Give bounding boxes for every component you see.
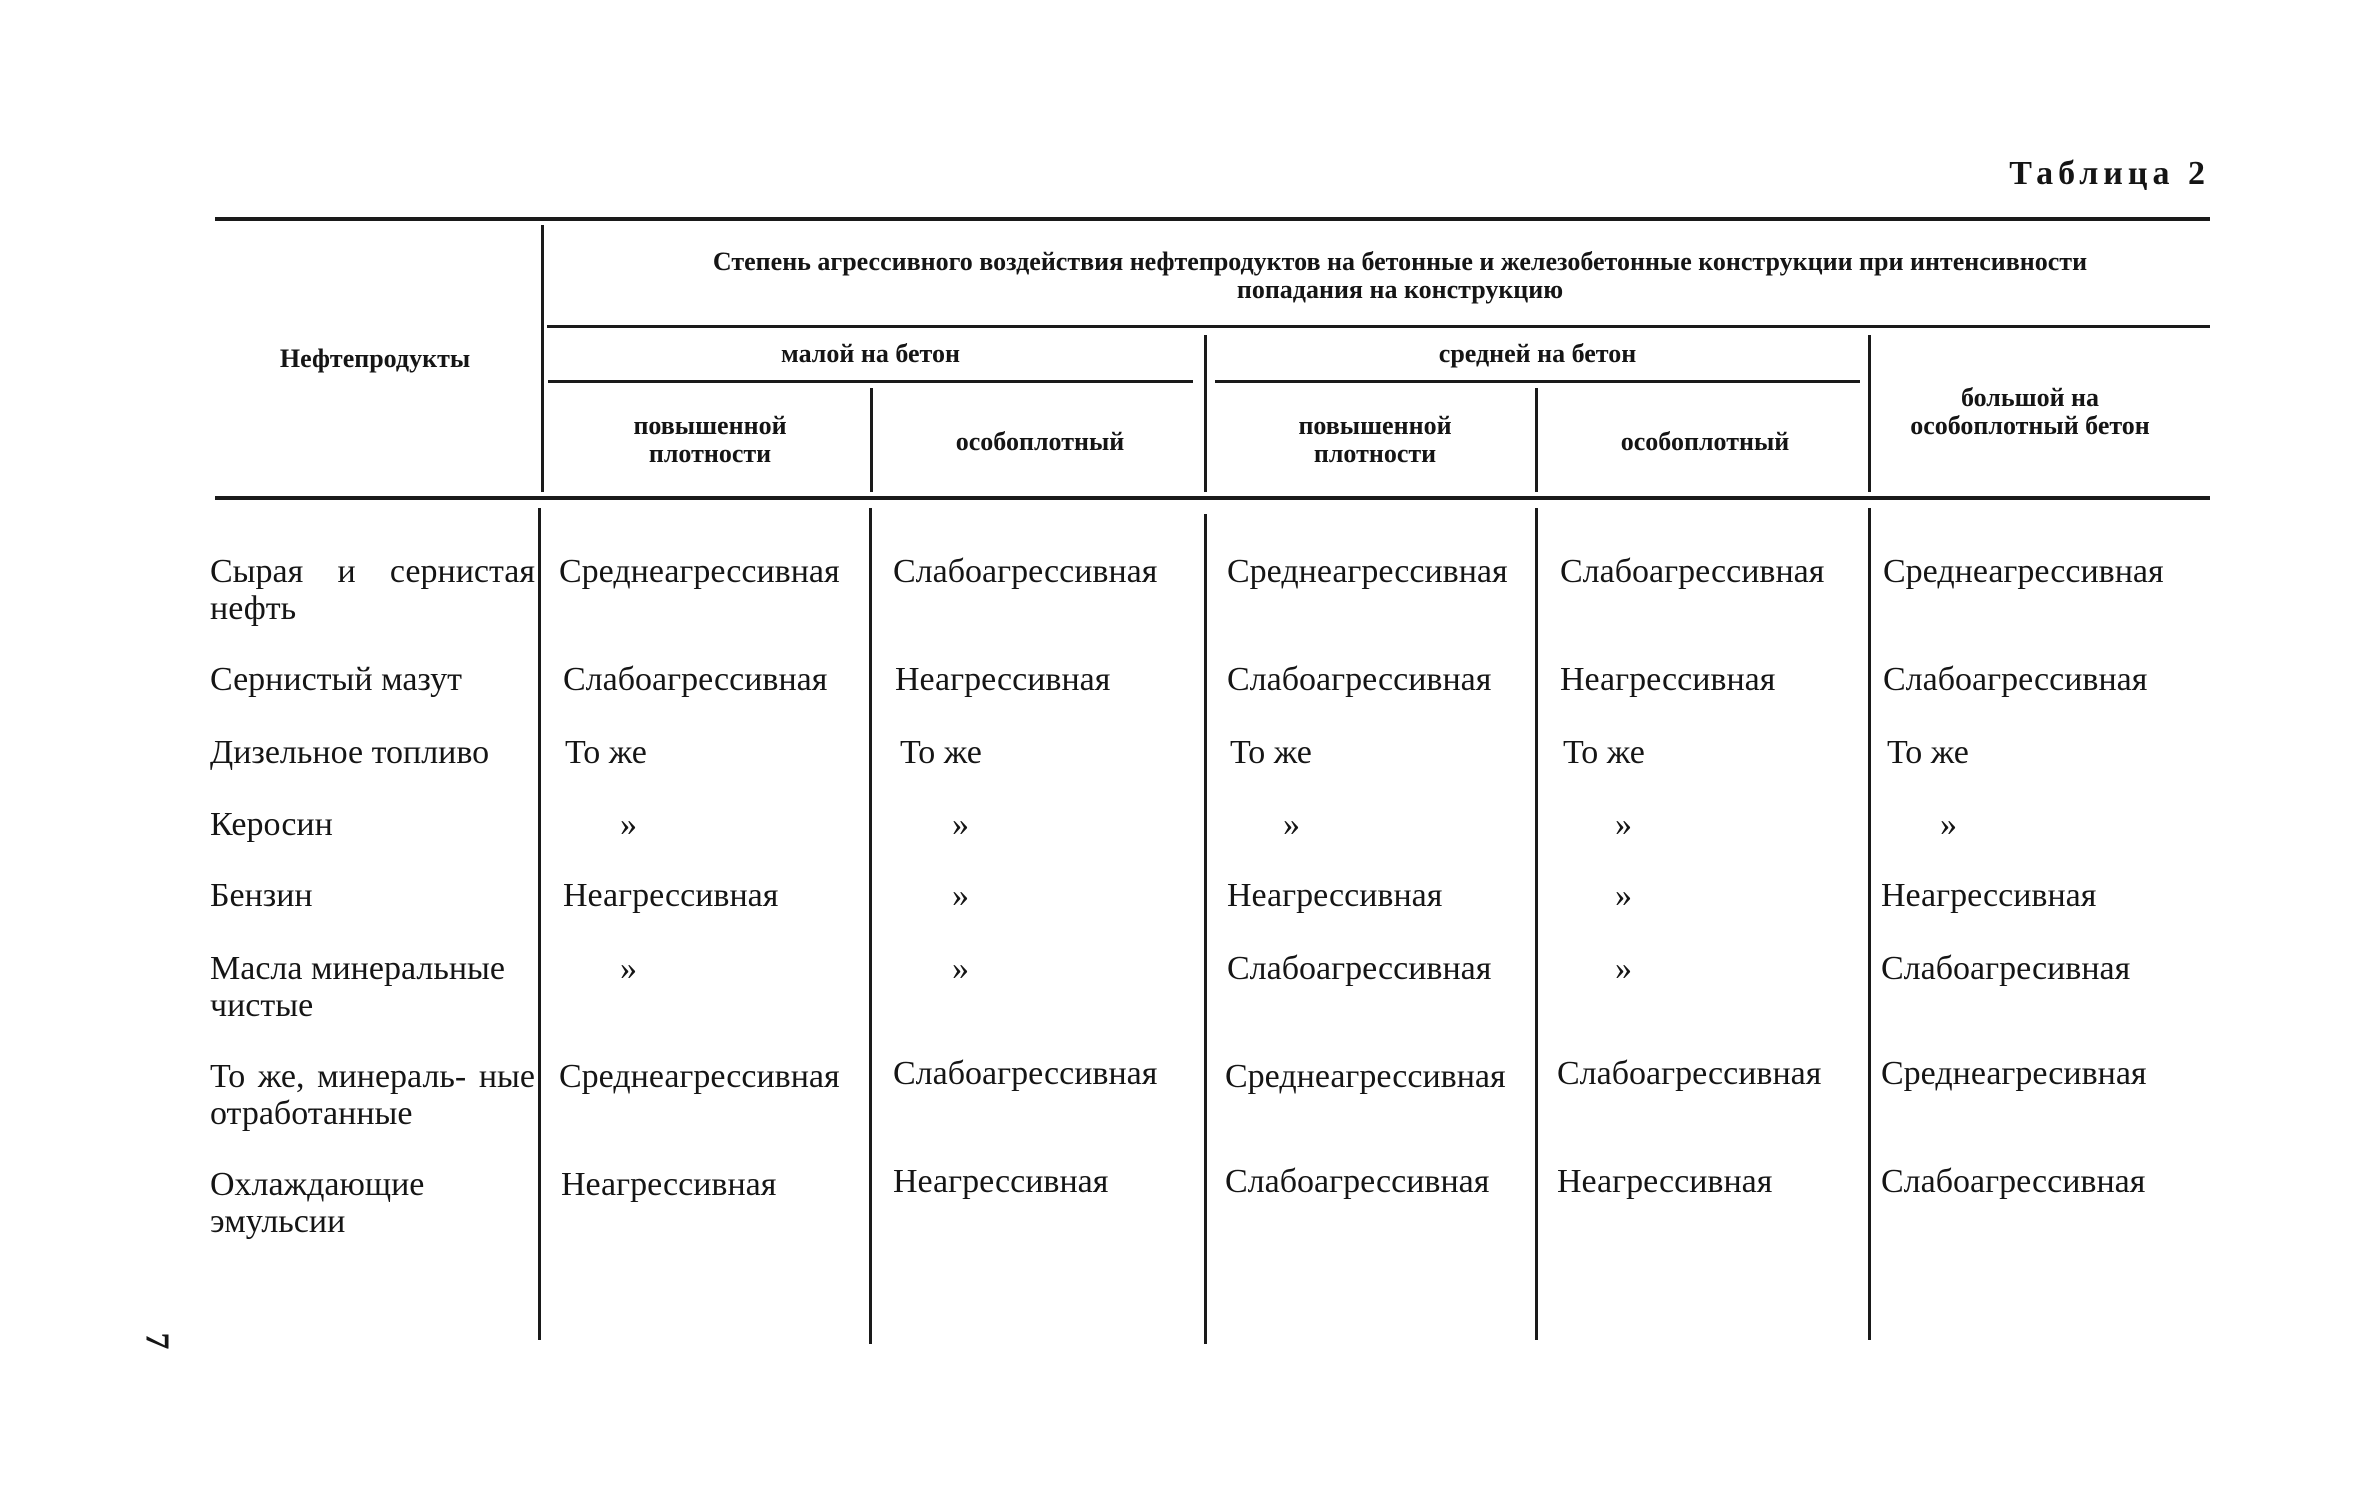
header-medium-extra: особоплотный: [1620, 427, 1790, 456]
page-number: 7: [138, 1332, 176, 1350]
table-cell: Слабоагрессивная: [1225, 1163, 1490, 1200]
table-cell: »: [952, 877, 969, 914]
table-cell: Неагрессивная: [1557, 1163, 1773, 1200]
table-cell: Среднеагрессивная: [559, 553, 840, 590]
table-cell: То же: [565, 734, 647, 771]
table-cell: »: [620, 950, 637, 987]
header-low-extra: особоплотный: [955, 427, 1125, 456]
product-name: Керосин: [210, 806, 333, 843]
header-products: Нефтепродукты: [279, 343, 471, 373]
table-cell: »: [1615, 806, 1632, 843]
header-low-increased: повышенной плотности: [633, 411, 787, 468]
table-cell: Неагрессивная: [561, 1166, 777, 1203]
table-cell: Слабоагрессивная: [1557, 1055, 1822, 1092]
col-divider-body: [1204, 514, 1207, 1344]
col-divider-header: [1535, 388, 1538, 492]
product-name: То же, минераль- ные отработанные: [210, 1058, 535, 1132]
table-cell: Среднеагрессивная: [1883, 553, 2164, 590]
table-cell: »: [1615, 950, 1632, 987]
col-divider-header: [541, 225, 544, 492]
header-degree: Степень агрессивного воздействия нефтепродуктов на бетонные и железобетонные конструкции при интенсивности попадания на конструкцию: [712, 247, 2088, 304]
header-medium-increased: повышенной плотности: [1298, 411, 1452, 468]
table-cell: Слабоагрессивная: [563, 661, 828, 698]
table-cell: То же: [1230, 734, 1312, 771]
table-cell: Неагрессивная: [1881, 877, 2097, 914]
product-name: Масла минеральные чистые: [210, 950, 505, 1024]
table-cell: Слабоагрессивная: [893, 553, 1158, 590]
table-cell: То же: [900, 734, 982, 771]
table-cell: »: [952, 950, 969, 987]
low-rule: [548, 380, 1193, 383]
table-cell: »: [620, 806, 637, 843]
header-medium: средней на бетон: [1438, 339, 1637, 368]
header-bottom-rule: [215, 496, 2210, 500]
table-cell: Неагрессивная: [563, 877, 779, 914]
col-divider-header: [1204, 335, 1207, 492]
table-cell: То же: [1563, 734, 1645, 771]
table-cell: »: [1615, 877, 1632, 914]
table-cell: Слабоагресивная: [1881, 950, 2131, 987]
product-name: Сырая и сернистая нефть: [210, 553, 535, 627]
table-cell: »: [1283, 806, 1300, 843]
table-cell: Слабоагрессивная: [893, 1055, 1158, 1092]
table-cell: Слабоагрессивная: [1881, 1163, 2146, 1200]
table-cell: Среднеагресивная: [1881, 1055, 2147, 1092]
table-caption: Таблица 2: [2009, 155, 2210, 192]
table-cell: Слабоагрессивная: [1560, 553, 1825, 590]
table-cell: Неагрессивная: [895, 661, 1111, 698]
table-cell: »: [952, 806, 969, 843]
table-cell: Неагрессивная: [1560, 661, 1776, 698]
col-divider-header: [870, 388, 873, 492]
table-cell: Слабоагрессивная: [1227, 950, 1492, 987]
table-cell: Неагрессивная: [1227, 877, 1443, 914]
table-cell: Слабоагрессивная: [1227, 661, 1492, 698]
product-name: Сернистый мазут: [210, 661, 463, 698]
col-divider-body: [869, 508, 872, 1344]
table-cell: Среднеагрессивная: [1225, 1058, 1506, 1095]
product-name: Бензин: [210, 877, 313, 914]
table-cell: Среднеагрессивная: [1227, 553, 1508, 590]
table-cell: Слабоагрессивная: [1883, 661, 2148, 698]
table-cell: То же: [1887, 734, 1969, 771]
col-divider-header: [1868, 335, 1871, 492]
header-low: малой на бетон: [781, 339, 960, 368]
product-name: Охлаждающие эмульсии: [210, 1166, 425, 1240]
col-divider-body: [538, 508, 541, 1340]
top-rule: [215, 217, 2210, 221]
table-cell: »: [1940, 806, 1957, 843]
table-cell: Среднеагрессивная: [559, 1058, 840, 1095]
product-name: Дизельное топливо: [210, 734, 490, 771]
medium-rule: [1215, 380, 1860, 383]
col-divider-body: [1535, 508, 1538, 1340]
header-high: большой на особоплотный бетон: [1910, 383, 2150, 440]
table-cell: Неагрессивная: [893, 1163, 1109, 1200]
degree-rule: [547, 325, 2210, 328]
col-divider-body: [1868, 508, 1871, 1340]
